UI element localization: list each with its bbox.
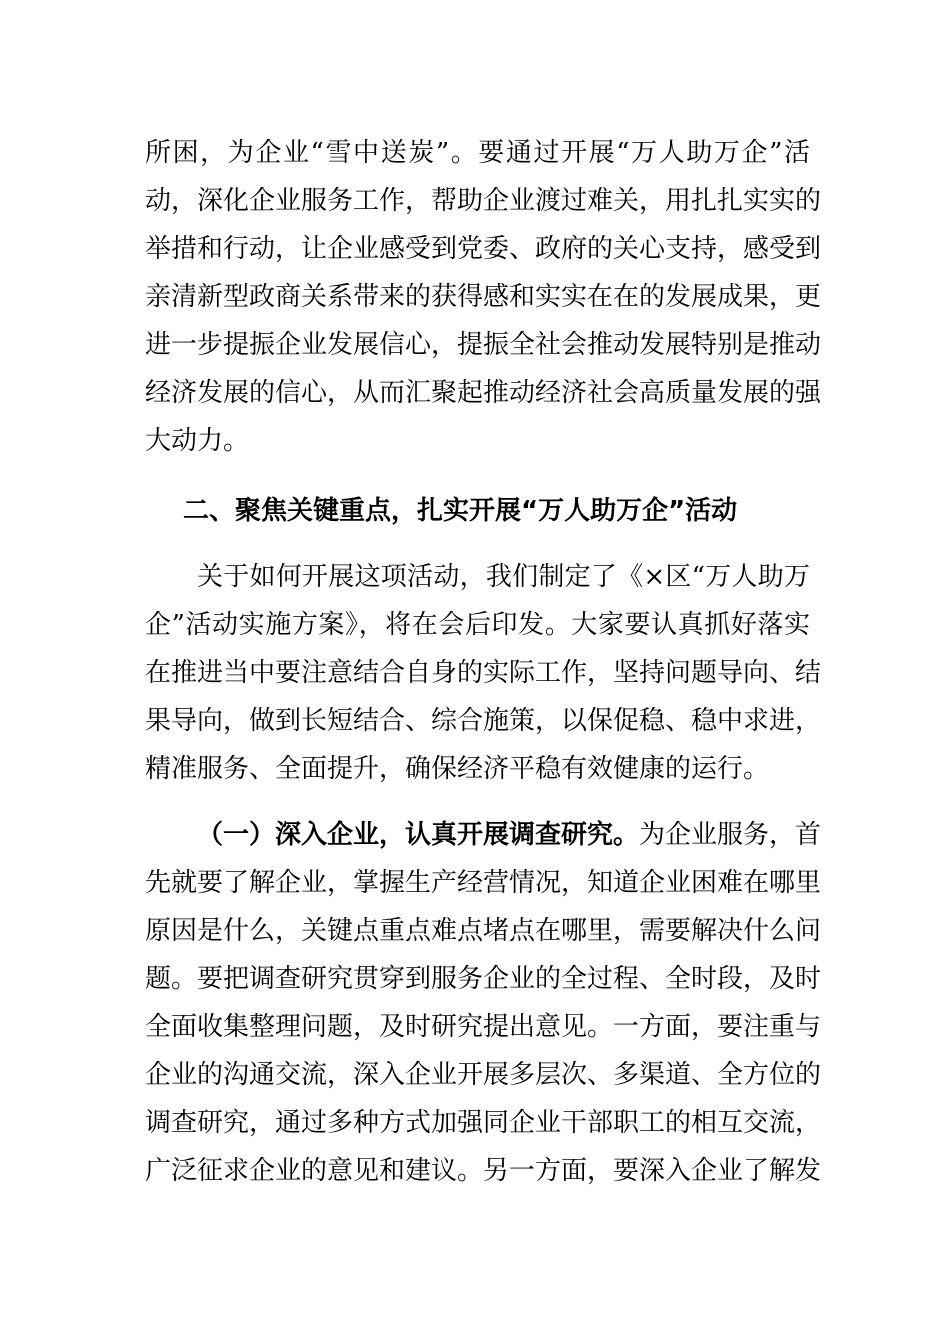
paragraph-1-line-3: 举措和行动，让企业感受到党委、政府的关心支持，感受到 [145,234,822,264]
paragraph-2-line-2: 企”活动实施方案》，将在会后印发。大家要认真抓好落实 [145,610,810,640]
paragraph-3-line-3: 原因是什么，关键点重点难点堵点在哪里，需要解决什么问 [145,916,822,946]
paragraph-1-line-1: 所困，为企业“雪中送炭”。要通过开展“万人助万企”活 [145,138,810,168]
paragraph-3-line-7: 调查研究，通过多种方式加强同企业干部职工的相互交流， [145,1108,822,1138]
paragraph-2-line-5: 精准服务、全面提升，确保经济平稳有效健康的运行。 [145,754,770,784]
paragraph-3-line-4: 题。要把调查研究贯穿到服务企业的全过程、全时段，及时 [145,964,822,994]
paragraph-3-lead-text: 为企业服务，首 [639,820,822,850]
paragraph-2-line-1: 关于如何开展这项活动，我们制定了《×区“万人助万 [197,562,810,592]
paragraph-3-line-1 [197,811,822,859]
section-heading: 二、聚焦关键重点，扎实开展“万人助万企”活动 [183,496,738,526]
paragraph-3-lead-heading: （一）深入企业，认真开展调查研究。 [197,820,640,850]
paragraph-1-line-5: 进一步提振企业发展信心，提振全社会推动发展特别是推动 [145,330,822,360]
paragraph-3-line-2: 先就要了解企业，掌握生产经营情况，知道企业困难在哪里 [145,868,822,898]
paragraph-1-line-2: 动，深化企业服务工作，帮助企业渡过难关，用扎扎实实的 [145,186,822,216]
paragraph-3-line-5: 全面收集整理问题，及时研究提出意见。一方面，要注重与 [145,1012,822,1042]
paragraph-2-line-4: 果导向，做到长短结合、综合施策，以保促稳、稳中求进， [145,706,822,736]
paragraph-1-line-6: 经济发展的信心，从而汇聚起推动经济社会高质量发展的强 [145,378,822,408]
paragraph-2-line-3: 在推进当中要注意结合自身的实际工作，坚持问题导向、结 [145,658,822,688]
paragraph-1-line-7: 大动力。 [145,426,250,456]
paragraph-1-line-4: 亲清新型政商关系带来的获得感和实实在在的发展成果，更 [145,282,822,312]
paragraph-3-line-8: 广泛征求企业的意见和建议。另一方面，要深入企业了解发 [145,1156,822,1186]
paragraph-3-line-6: 企业的沟通交流，深入企业开展多层次、多渠道、全方位的 [145,1060,822,1090]
